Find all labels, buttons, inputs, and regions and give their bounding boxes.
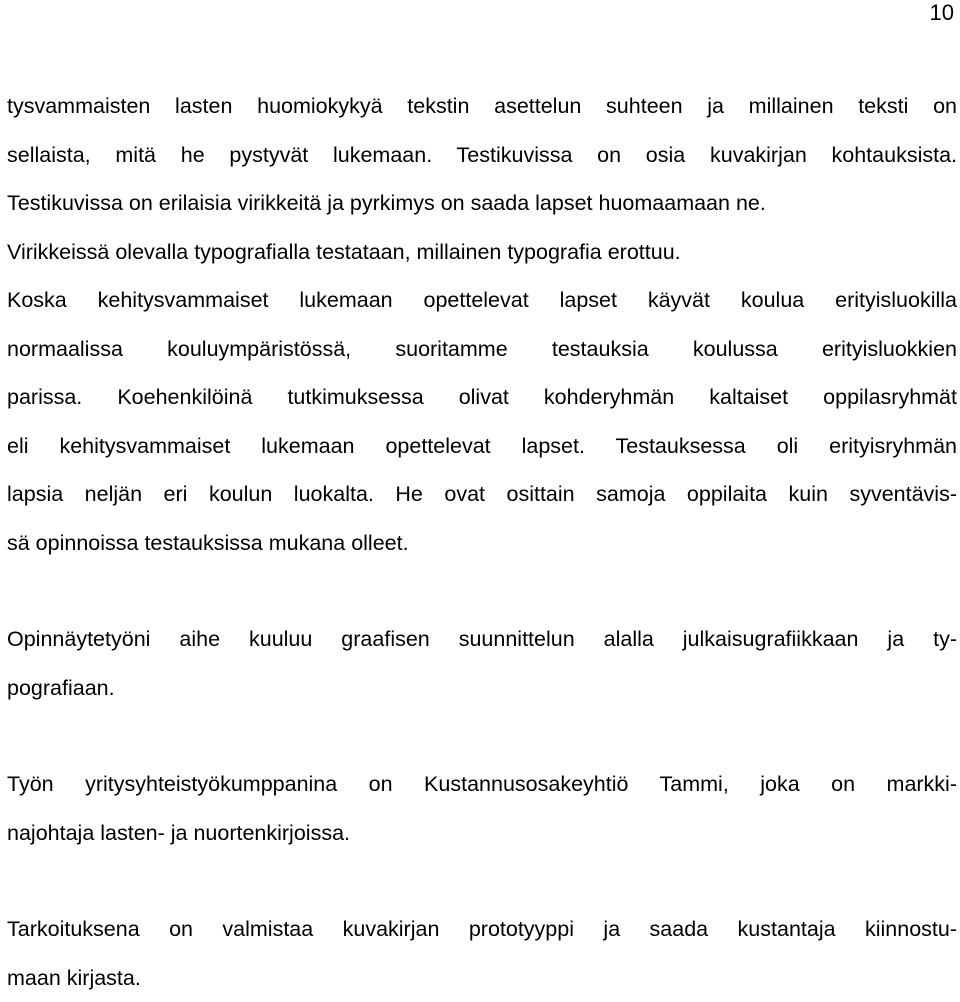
text-line: tysvammaisten lasten huomiokykyä tekstin asettelun suhteen ja millainen teksti on	[7, 82, 957, 131]
text-line: pografiaan.	[7, 664, 957, 713]
text-line: Työn yritysyhteistyökumppanina on Kustannusosakeyhtiö Tammi, joka on markki-	[7, 760, 957, 809]
paragraph-4	[7, 760, 957, 857]
text-line: eli kehitysvammaiset lukemaan opettelevat lapset. Testauksessa oli erityisryhmän	[7, 422, 957, 471]
text-line: sellaista, mitä he pystyvät lukemaan. Testikuvissa on osia kuvakirjan kohtauksista.	[7, 131, 957, 180]
text-line: Testikuvissa on erilaisia virikkeitä ja pyrkimys on saada lapset huomaamaan ne.	[7, 179, 957, 228]
paragraph-1	[7, 82, 957, 276]
text-line: lapsia neljän eri koulun luokalta. He ovat osittain samoja oppilaita kuin syventävis-	[7, 470, 957, 519]
text-line: Opinnäytetyöni aihe kuuluu graafisen suunnittelun alalla julkaisugrafiikkaan ja ty-	[7, 615, 957, 664]
document-body	[7, 82, 957, 1002]
text-line: parissa. Koehenkilöinä tutkimuksessa olivat kohderyhmän kaltaiset oppilasryhmät	[7, 373, 957, 422]
text-line: maan kirjasta.	[7, 954, 957, 1002]
text-line: Virikkeissä olevalla typografialla testataan, millainen typografia erottuu.	[7, 228, 957, 277]
paragraph-2	[7, 276, 957, 567]
text-line: Tarkoituksena on valmistaa kuvakirjan prototyyppi ja saada kustantaja kiinnostu-	[7, 905, 957, 954]
text-line: sä opinnoissa testauksissa mukana olleet.	[7, 519, 957, 568]
paragraph-5	[7, 905, 957, 1002]
text-line: normaalissa kouluympäristössä, suoritamme testauksia koulussa erityisluokkien	[7, 325, 957, 374]
paragraph-3	[7, 615, 957, 712]
text-line: Koska kehitysvammaiset lukemaan opettelevat lapset käyvät koulua erityisluokilla	[7, 276, 957, 325]
page-number: 10	[930, 0, 954, 28]
text-line: najohtaja lasten- ja nuortenkirjoissa.	[7, 809, 957, 858]
